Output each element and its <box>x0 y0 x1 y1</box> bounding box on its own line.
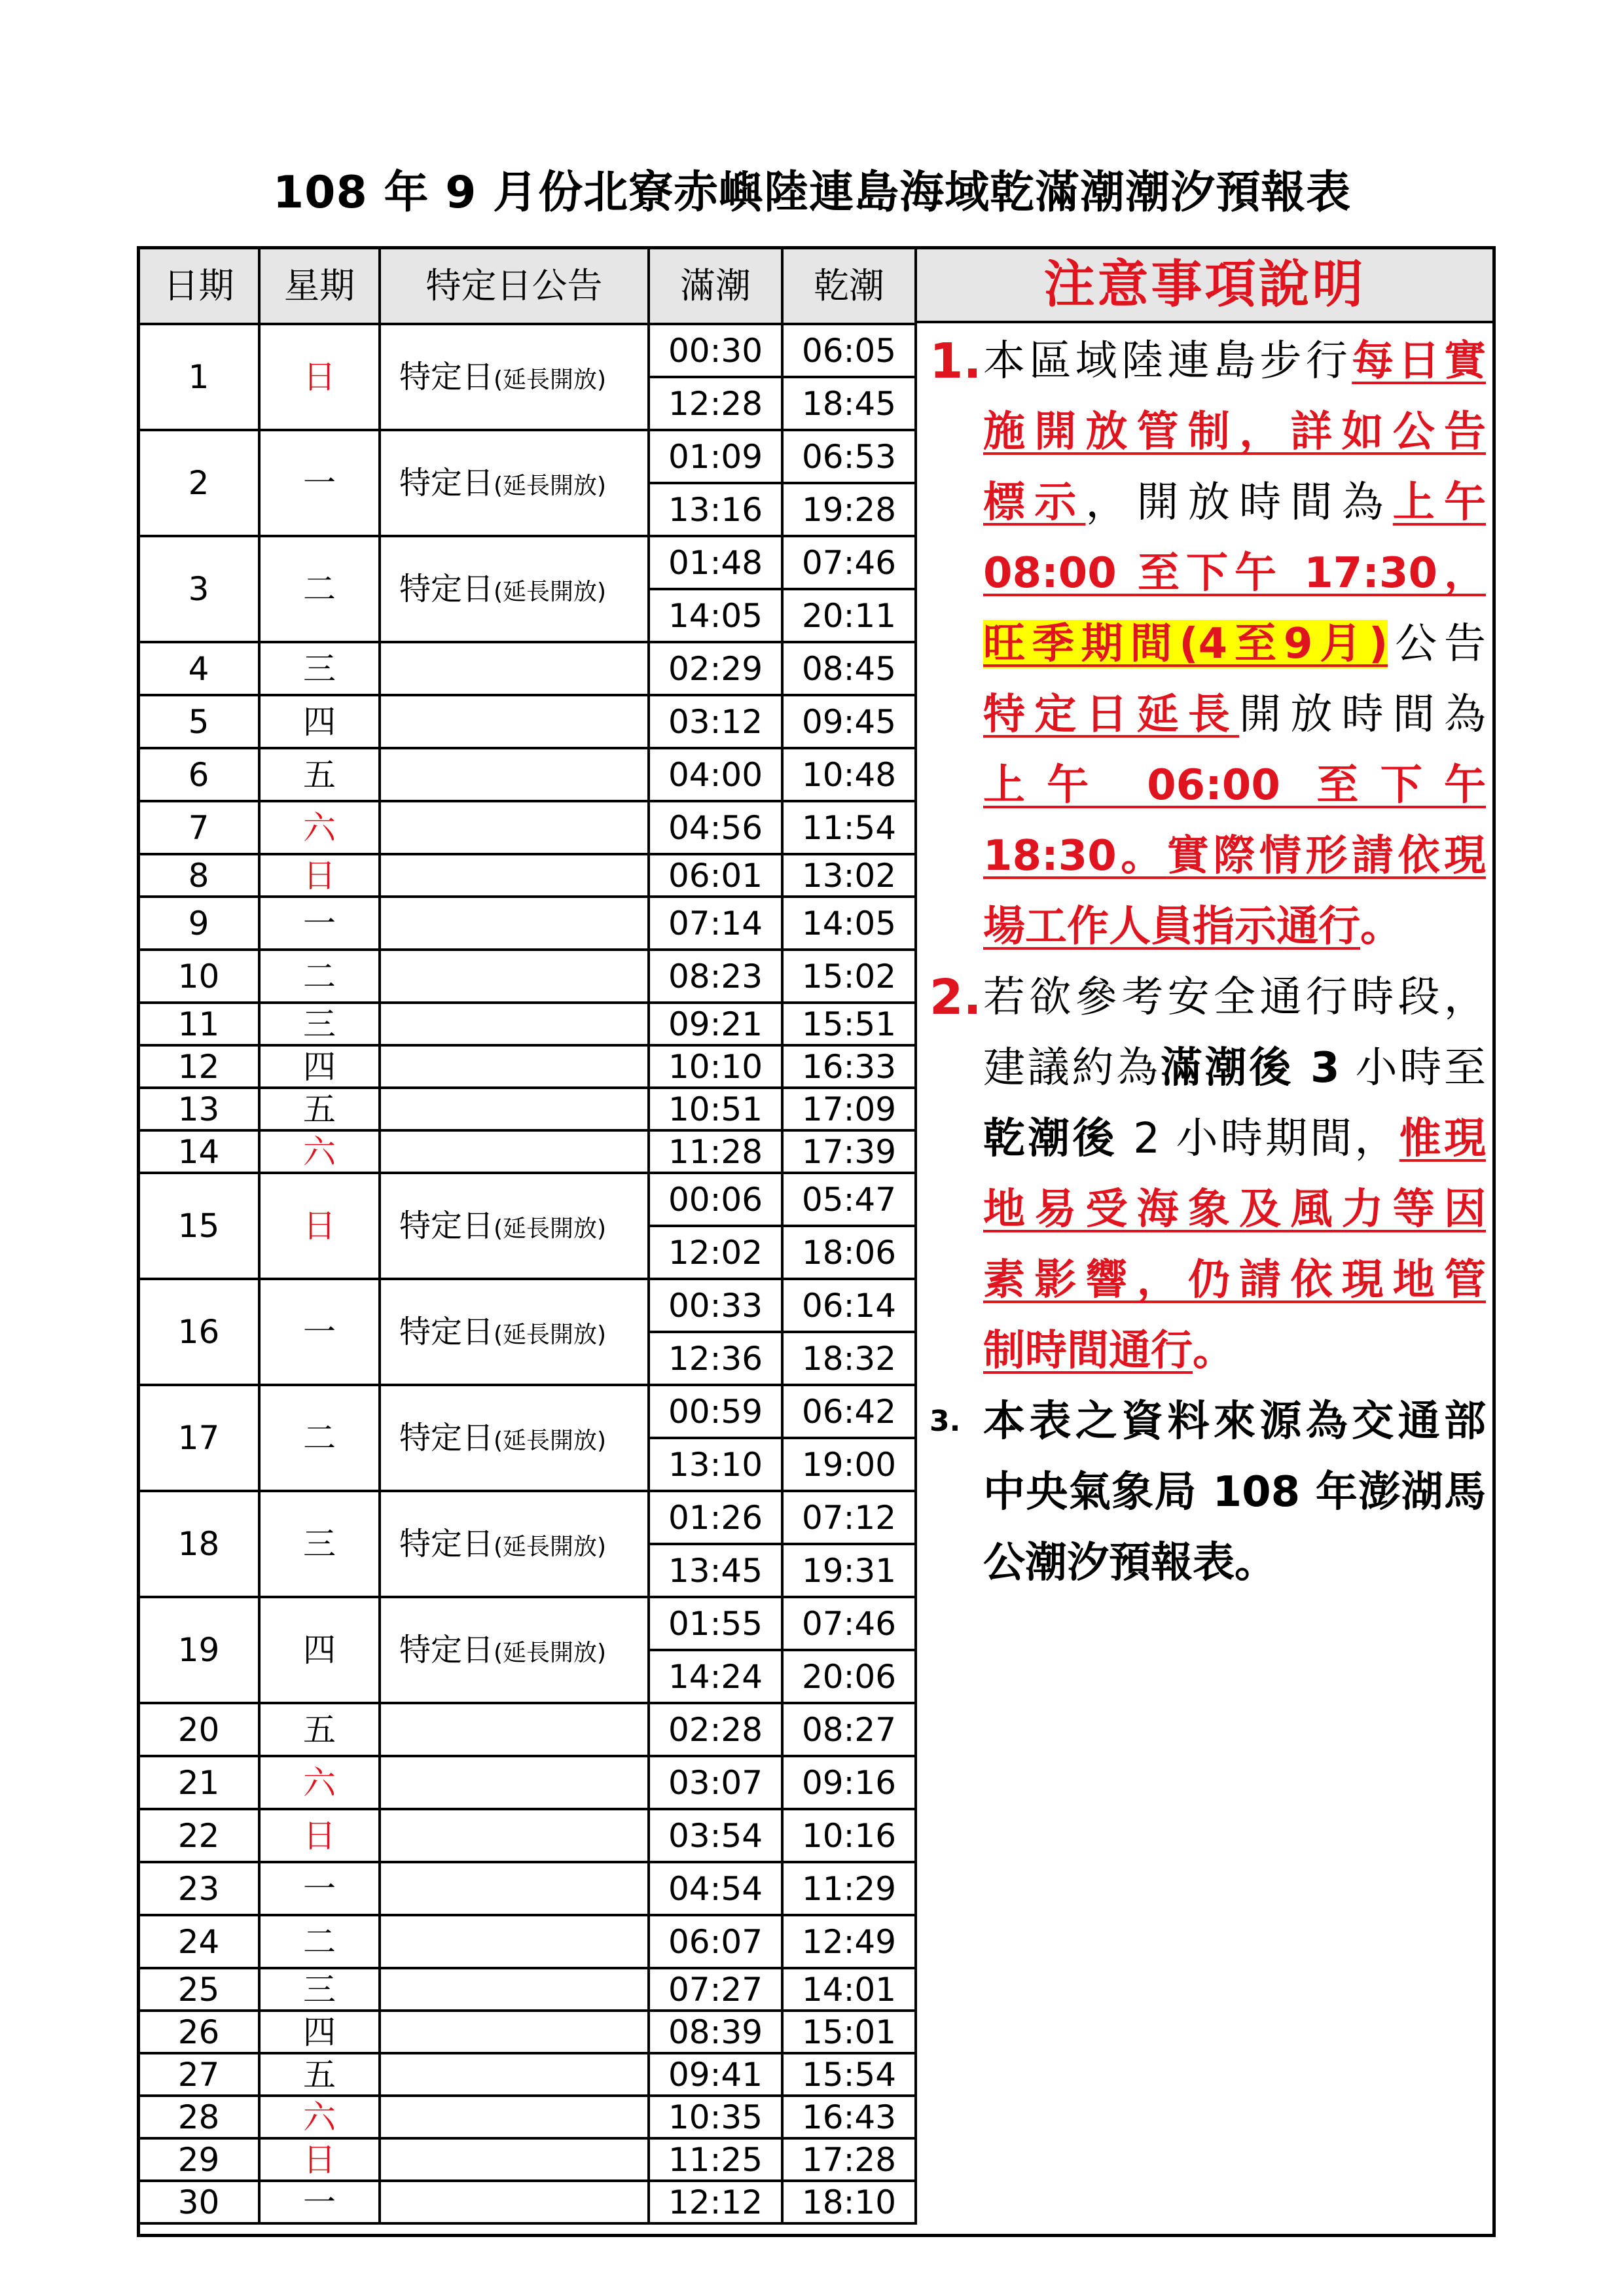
high-tide-cell: 00:06 <box>649 1173 782 1226</box>
weekday-cell: 四 <box>259 1045 380 1088</box>
note-text: 開放時間為 <box>1239 691 1487 739</box>
note-text: 旺季期間(4至9月) <box>983 620 1388 668</box>
weekday-cell: 四 <box>259 2011 380 2053</box>
weekday-cell: 一 <box>259 2181 380 2223</box>
weekday-cell: 六 <box>259 2096 380 2138</box>
high-tide-cell: 07:14 <box>649 897 782 950</box>
special-day-label: 特定日 <box>399 1208 494 1244</box>
date-cell: 18 <box>138 1491 259 1597</box>
high-tide-cell: 06:01 <box>649 854 782 897</box>
weekday-cell: 六 <box>259 1130 380 1173</box>
low-tide-cell: 05:47 <box>782 1173 916 1226</box>
header-special: 特定日公告 <box>380 247 649 324</box>
high-tide-cell: 14:05 <box>649 589 782 642</box>
special-day-suffix: (延長開放) <box>494 1427 607 1454</box>
low-tide-cell: 17:39 <box>782 1130 916 1173</box>
note-text: 18:30。 <box>983 832 1167 880</box>
low-tide-cell: 18:32 <box>782 1332 916 1385</box>
notes-panel <box>929 326 1486 1598</box>
high-tide-cell: 04:00 <box>649 748 782 801</box>
low-tide-cell: 17:28 <box>782 2138 916 2181</box>
date-cell: 13 <box>138 1088 259 1130</box>
special-day-label: 特定日 <box>399 1420 494 1456</box>
date-cell: 21 <box>138 1756 259 1809</box>
high-tide-cell: 12:36 <box>649 1332 782 1385</box>
note-line <box>983 397 1486 467</box>
high-tide-cell: 00:30 <box>649 324 782 377</box>
high-tide-cell: 07:27 <box>649 1968 782 2011</box>
low-tide-cell: 06:14 <box>782 1279 916 1332</box>
note-text: 地易受海象及風力等因 <box>983 1185 1486 1234</box>
low-tide-cell: 06:05 <box>782 324 916 377</box>
weekday-cell: 一 <box>259 897 380 950</box>
weekday-cell: 二 <box>259 1385 380 1491</box>
low-tide-cell: 19:31 <box>782 1544 916 1597</box>
note-text: 上午 <box>1392 478 1487 527</box>
weekday-cell: 四 <box>259 695 380 748</box>
note-item <box>929 326 1486 962</box>
weekday-cell: 四 <box>259 1597 380 1703</box>
low-tide-cell: 19:00 <box>782 1438 916 1491</box>
special-day-label: 特定日 <box>399 359 494 395</box>
note-text: 公潮汐預報表。 <box>983 1539 1276 1587</box>
date-cell: 25 <box>138 1968 259 2011</box>
high-tide-cell: 00:59 <box>649 1385 782 1438</box>
low-tide-cell: 15:54 <box>782 2053 916 2096</box>
weekday-cell: 五 <box>259 1088 380 1130</box>
weekday-cell: 二 <box>259 950 380 1003</box>
weekday-cell: 五 <box>259 1703 380 1756</box>
note-line <box>983 467 1486 538</box>
date-cell: 19 <box>138 1597 259 1703</box>
note-line <box>983 1103 1486 1174</box>
weekday-cell: 一 <box>259 1862 380 1915</box>
note-text: 每日實 <box>1352 337 1487 386</box>
low-tide-cell: 06:42 <box>782 1385 916 1438</box>
weekday-cell: 二 <box>259 1915 380 1968</box>
weekday-cell: 五 <box>259 2053 380 2096</box>
low-tide-cell: 19:28 <box>782 483 916 536</box>
note-text: 標示 <box>983 478 1086 527</box>
high-tide-cell: 08:23 <box>649 950 782 1003</box>
note-line <box>983 821 1486 891</box>
note-line <box>983 679 1486 750</box>
high-tide-cell: 01:26 <box>649 1491 782 1544</box>
high-tide-cell: 13:16 <box>649 483 782 536</box>
note-text: 特定日延長 <box>983 691 1240 739</box>
header-date: 日期 <box>138 247 259 324</box>
note-number: 2. <box>929 969 982 1026</box>
note-line <box>983 1386 1486 1457</box>
high-tide-cell: 13:10 <box>649 1438 782 1491</box>
special-day-suffix: (延長開放) <box>494 579 607 605</box>
header-weekday: 星期 <box>259 247 380 324</box>
weekday-cell: 一 <box>259 1279 380 1385</box>
note-line <box>983 1033 1486 1103</box>
header-high-tide: 滿潮 <box>649 247 782 324</box>
note-line <box>983 962 1486 1033</box>
date-cell: 8 <box>138 854 259 897</box>
low-tide-cell: 10:16 <box>782 1809 916 1862</box>
low-tide-cell: 08:45 <box>782 642 916 695</box>
high-tide-cell: 12:02 <box>649 1226 782 1279</box>
weekday-cell: 日 <box>259 854 380 897</box>
high-tide-cell: 11:28 <box>649 1130 782 1173</box>
high-tide-cell: 13:45 <box>649 1544 782 1597</box>
weekday-cell: 三 <box>259 1003 380 1045</box>
high-tide-cell: 01:48 <box>649 536 782 589</box>
special-day-label: 特定日 <box>399 571 494 607</box>
note-text: 公告 <box>1388 620 1486 668</box>
date-cell: 23 <box>138 1862 259 1915</box>
note-text: 中央氣象局 108 年澎湖馬 <box>983 1468 1486 1516</box>
note-text: 2 小時期間， <box>1117 1115 1399 1163</box>
low-tide-cell: 14:01 <box>782 1968 916 2011</box>
date-cell: 12 <box>138 1045 259 1088</box>
low-tide-cell: 18:45 <box>782 377 916 430</box>
low-tide-cell: 18:10 <box>782 2181 916 2223</box>
date-cell: 3 <box>138 536 259 642</box>
high-tide-cell: 04:54 <box>649 1862 782 1915</box>
note-text: ，開放時間為 <box>1085 478 1393 527</box>
low-tide-cell: 16:43 <box>782 2096 916 2138</box>
high-tide-cell: 01:55 <box>649 1597 782 1650</box>
date-cell: 15 <box>138 1173 259 1279</box>
note-line <box>983 1316 1486 1386</box>
low-tide-cell: 15:02 <box>782 950 916 1003</box>
note-text: 乾潮後 <box>983 1115 1117 1163</box>
low-tide-cell: 12:49 <box>782 1915 916 1968</box>
low-tide-cell: 09:45 <box>782 695 916 748</box>
high-tide-cell: 10:10 <box>649 1045 782 1088</box>
date-cell: 17 <box>138 1385 259 1491</box>
special-day-suffix: (延長開放) <box>494 473 607 499</box>
high-tide-cell: 10:51 <box>649 1088 782 1130</box>
note-text: 。 <box>1360 903 1402 951</box>
date-cell: 4 <box>138 642 259 695</box>
high-tide-cell: 11:25 <box>649 2138 782 2181</box>
special-day-suffix: (延長開放) <box>494 1534 607 1560</box>
special-day-label: 特定日 <box>399 1526 494 1562</box>
date-cell: 1 <box>138 324 259 430</box>
special-day-label: 特定日 <box>399 1632 494 1668</box>
high-tide-cell: 09:41 <box>649 2053 782 2096</box>
note-line <box>983 1245 1486 1316</box>
date-cell: 2 <box>138 430 259 536</box>
special-day-suffix: (延長開放) <box>494 1321 607 1348</box>
special-day-suffix: (延長開放) <box>494 1640 607 1666</box>
note-item <box>929 1386 1486 1598</box>
date-cell: 10 <box>138 950 259 1003</box>
weekday-cell: 五 <box>259 748 380 801</box>
date-cell: 26 <box>138 2011 259 2053</box>
special-day-label: 特定日 <box>399 465 494 501</box>
date-cell: 16 <box>138 1279 259 1385</box>
high-tide-cell: 02:29 <box>649 642 782 695</box>
high-tide-cell: 03:12 <box>649 695 782 748</box>
low-tide-cell: 07:12 <box>782 1491 916 1544</box>
weekday-cell: 三 <box>259 1968 380 2011</box>
low-tide-cell: 06:53 <box>782 430 916 483</box>
weekday-cell: 三 <box>259 1491 380 1597</box>
note-line <box>983 1457 1486 1528</box>
weekday-cell: 六 <box>259 1756 380 1809</box>
note-text: 若欲參考安全通行時段， <box>983 973 1486 1022</box>
high-tide-cell: 02:28 <box>649 1703 782 1756</box>
date-cell: 6 <box>138 748 259 801</box>
date-cell: 7 <box>138 801 259 854</box>
note-line <box>983 1174 1486 1245</box>
weekday-cell: 日 <box>259 2138 380 2181</box>
low-tide-cell: 15:51 <box>782 1003 916 1045</box>
low-tide-cell: 11:54 <box>782 801 916 854</box>
low-tide-cell: 20:06 <box>782 1650 916 1703</box>
date-cell: 11 <box>138 1003 259 1045</box>
low-tide-cell: 17:09 <box>782 1088 916 1130</box>
high-tide-cell: 03:54 <box>649 1809 782 1862</box>
date-cell: 29 <box>138 2138 259 2181</box>
note-text: 惟現 <box>1399 1115 1487 1163</box>
note-line <box>983 538 1486 609</box>
weekday-cell: 日 <box>259 324 380 430</box>
low-tide-cell: 13:02 <box>782 854 916 897</box>
note-line <box>983 750 1486 821</box>
header-low-tide: 乾潮 <box>782 247 916 324</box>
low-tide-cell: 14:05 <box>782 897 916 950</box>
high-tide-cell: 03:07 <box>649 1756 782 1809</box>
notes-heading: 注意事項說明 <box>914 249 1492 323</box>
date-cell: 22 <box>138 1809 259 1862</box>
note-line <box>983 326 1486 397</box>
date-cell: 30 <box>138 2181 259 2223</box>
low-tide-cell: 16:33 <box>782 1045 916 1088</box>
note-text: 建議約為 <box>983 1044 1161 1092</box>
high-tide-cell: 12:28 <box>649 377 782 430</box>
low-tide-cell: 07:46 <box>782 536 916 589</box>
note-number: 3. <box>929 1405 961 1438</box>
note-text: 08:00 至下午 17:30， <box>983 549 1486 598</box>
date-cell: 27 <box>138 2053 259 2096</box>
note-text: 。 <box>1193 1327 1235 1375</box>
date-cell: 14 <box>138 1130 259 1173</box>
note-text: 制時間通行 <box>983 1327 1193 1375</box>
note-text: 素影響，仍請依現地管 <box>983 1256 1486 1304</box>
note-text: 本表之資料來源為交通部 <box>983 1397 1486 1446</box>
date-cell: 20 <box>138 1703 259 1756</box>
note-text: 實際情形請依現 <box>1166 832 1487 880</box>
high-tide-cell: 06:07 <box>649 1915 782 1968</box>
note-number: 1. <box>929 333 982 389</box>
high-tide-cell: 09:21 <box>649 1003 782 1045</box>
date-cell: 24 <box>138 1915 259 1968</box>
high-tide-cell: 12:12 <box>649 2181 782 2223</box>
note-text: 上午 06:00 至下午 <box>983 761 1486 810</box>
high-tide-cell: 08:39 <box>649 2011 782 2053</box>
high-tide-cell: 10:35 <box>649 2096 782 2138</box>
weekday-cell: 日 <box>259 1173 380 1279</box>
page-title: 108 年 9 月份北寮赤嶼陸連島海域乾滿潮潮汐預報表 <box>272 167 1352 219</box>
date-cell: 5 <box>138 695 259 748</box>
low-tide-cell: 11:29 <box>782 1862 916 1915</box>
note-text: 本區域陸連島步行 <box>983 337 1352 386</box>
note-item <box>929 962 1486 1386</box>
special-day-suffix: (延長開放) <box>494 367 607 393</box>
high-tide-cell: 01:09 <box>649 430 782 483</box>
note-text: 施開放管制，詳如公告 <box>983 408 1486 456</box>
weekday-cell: 日 <box>259 1809 380 1862</box>
note-line <box>983 1528 1486 1598</box>
low-tide-cell: 10:48 <box>782 748 916 801</box>
note-text: 滿潮後 3 <box>1160 1044 1340 1092</box>
weekday-cell: 二 <box>259 536 380 642</box>
note-line <box>983 609 1486 679</box>
note-text: 場工作人員指示通行 <box>983 903 1360 951</box>
special-day-suffix: (延長開放) <box>494 1215 607 1242</box>
low-tide-cell: 09:16 <box>782 1756 916 1809</box>
date-cell: 28 <box>138 2096 259 2138</box>
weekday-cell: 一 <box>259 430 380 536</box>
high-tide-cell: 04:56 <box>649 801 782 854</box>
high-tide-cell: 14:24 <box>649 1650 782 1703</box>
low-tide-cell: 20:11 <box>782 589 916 642</box>
low-tide-cell: 18:06 <box>782 1226 916 1279</box>
note-line <box>983 891 1486 962</box>
low-tide-cell: 08:27 <box>782 1703 916 1756</box>
high-tide-cell: 00:33 <box>649 1279 782 1332</box>
date-cell: 9 <box>138 897 259 950</box>
note-text: 小時至 <box>1339 1044 1487 1092</box>
special-day-label: 特定日 <box>399 1314 494 1350</box>
low-tide-cell: 07:46 <box>782 1597 916 1650</box>
weekday-cell: 六 <box>259 801 380 854</box>
weekday-cell: 三 <box>259 642 380 695</box>
low-tide-cell: 15:01 <box>782 2011 916 2053</box>
